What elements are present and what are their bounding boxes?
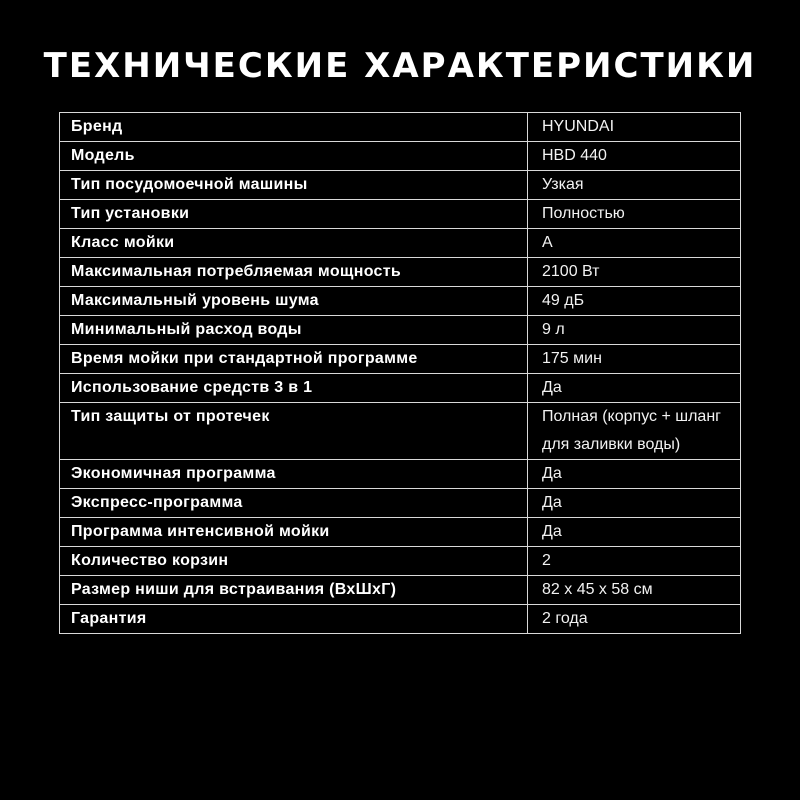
spec-value: 49 дБ [528, 287, 741, 316]
table-row [60, 403, 741, 460]
spec-value: 2 [528, 547, 741, 576]
table-row [60, 605, 741, 634]
table-row [60, 316, 741, 345]
table-row [60, 345, 741, 374]
spec-label: Использование средств 3 в 1 [60, 374, 528, 403]
spec-value: Да [528, 489, 741, 518]
spec-value: Да [528, 374, 741, 403]
spec-label: Экспресс-программа [60, 489, 528, 518]
spec-value: 82 х 45 х 58 см [528, 576, 741, 605]
spec-value: Узкая [528, 171, 741, 200]
spec-value: 9 л [528, 316, 741, 345]
table-row [60, 489, 741, 518]
specifications-table [59, 112, 741, 634]
spec-label: Экономичная программа [60, 460, 528, 489]
spec-label: Тип посудомоечной машины [60, 171, 528, 200]
table-row [60, 113, 741, 142]
table-row [60, 229, 741, 258]
spec-label: Класс мойки [60, 229, 528, 258]
table-row [60, 547, 741, 576]
table-row [60, 171, 741, 200]
spec-value: 175 мин [528, 345, 741, 374]
table-row [60, 258, 741, 287]
spec-value: A [528, 229, 741, 258]
spec-value: 2 года [528, 605, 741, 634]
spec-label: Время мойки при стандартной программе [60, 345, 528, 374]
spec-label: Размер ниши для встраивания (ВхШхГ) [60, 576, 528, 605]
page-title: ТЕХНИЧЕСКИЕ ХАРАКТЕРИСТИКИ [43, 46, 757, 86]
spec-value: Полная (корпус + шланг для заливки воды) [528, 403, 741, 460]
spec-label: Тип защиты от протечек [60, 403, 528, 460]
spec-value: Да [528, 460, 741, 489]
table-row [60, 518, 741, 547]
spec-label: Максимальная потребляемая мощность [60, 258, 528, 287]
table-row [60, 200, 741, 229]
spec-value: Полностью [528, 200, 741, 229]
spec-value: Да [528, 518, 741, 547]
spec-label: Модель [60, 142, 528, 171]
spec-label: Гарантия [60, 605, 528, 634]
spec-label: Бренд [60, 113, 528, 142]
table-row [60, 142, 741, 171]
spec-label: Количество корзин [60, 547, 528, 576]
spec-value: 2100 Вт [528, 258, 741, 287]
spec-value: HBD 440 [528, 142, 741, 171]
spec-value: HYUNDAI [528, 113, 741, 142]
table-row [60, 576, 741, 605]
spec-label: Тип установки [60, 200, 528, 229]
spec-label: Максимальный уровень шума [60, 287, 528, 316]
table-row [60, 287, 741, 316]
spec-label: Программа интенсивной мойки [60, 518, 528, 547]
spec-label: Минимальный расход воды [60, 316, 528, 345]
table-row [60, 374, 741, 403]
table-row [60, 460, 741, 489]
